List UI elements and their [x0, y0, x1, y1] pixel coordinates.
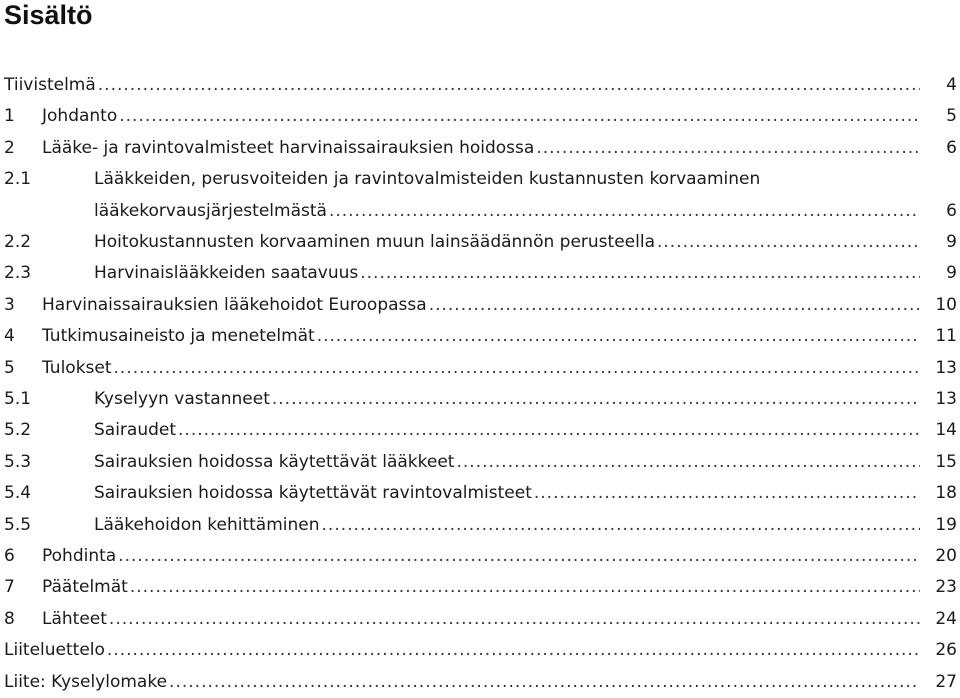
- toc-leader-dots: [329, 196, 920, 227]
- toc-leader-dots: [322, 510, 920, 541]
- toc-entry[interactable]: [0, 510, 960, 541]
- toc-entry-label: Liiteluettelo: [4, 640, 105, 661]
- toc-entry-number: 5: [4, 357, 15, 378]
- toc-entry-number: 8: [4, 608, 15, 629]
- toc-leader-dots: [107, 635, 920, 666]
- toc-entry[interactable]: [0, 447, 960, 478]
- toc-entry-number: 1: [4, 106, 15, 127]
- toc-leader-dots: [360, 258, 920, 289]
- toc-entry-label: Lääkehoidon kehittäminen: [94, 514, 320, 535]
- toc-leader-dots: [98, 70, 920, 101]
- toc-entry[interactable]: [0, 70, 960, 101]
- toc-entry[interactable]: [0, 353, 960, 384]
- toc-page-number: 9: [946, 232, 957, 252]
- toc-entry[interactable]: [0, 227, 960, 258]
- toc-entry-label: Lääke- ja ravintovalmisteet harvinaissairauksien hoidossa: [42, 137, 535, 158]
- toc-entry-number: 2.2: [4, 232, 32, 252]
- toc-leader-dots: [534, 478, 920, 509]
- toc-page-number: 6: [946, 200, 957, 221]
- toc-leader-dots: [317, 321, 920, 352]
- toc-page-number: 13: [935, 357, 957, 378]
- toc-entry-label: Liite: Kyselylomake: [4, 671, 168, 692]
- toc-entry-number: 6: [4, 546, 15, 566]
- toc-entry-label: Hoitokustannusten korvaaminen muun lainsäädännön perusteella: [94, 232, 655, 252]
- toc-entry[interactable]: [0, 101, 960, 132]
- toc-entry-number: 2.3: [4, 263, 32, 284]
- toc-entry-label: Sairauksien hoidossa käytettävät lääkkeet: [94, 451, 455, 472]
- toc-entry[interactable]: [0, 635, 960, 666]
- toc-entry-label: Johdanto: [42, 106, 118, 127]
- toc-entry[interactable]: [0, 604, 960, 635]
- toc-leader-dots: [178, 415, 920, 446]
- toc-page-number: 11: [935, 326, 957, 347]
- toc-page-number: 27: [935, 671, 957, 692]
- toc-entry-number: 5.5: [4, 514, 32, 535]
- toc-entry[interactable]: [0, 572, 960, 603]
- toc-entry-label: Lääkkeiden, perusvoiteiden ja ravintovalmisteiden kustannusten korvaaminen: [94, 169, 761, 190]
- toc-entry[interactable]: [0, 415, 960, 446]
- toc-entry-label: Sairauksien hoidossa käytettävät ravintovalmisteet: [94, 483, 532, 504]
- toc-page-number: 19: [935, 514, 957, 535]
- toc-page-number: 5: [946, 106, 957, 127]
- toc-page-number: 24: [935, 608, 957, 629]
- toc-entry-label: Pohdinta: [42, 546, 117, 566]
- toc-entry-label: Harvinaislääkkeiden saatavuus: [94, 263, 359, 284]
- toc-leader-dots: [118, 541, 920, 572]
- toc-entry[interactable]: [0, 164, 960, 195]
- toc-page-number: 4: [946, 75, 957, 95]
- toc-entry[interactable]: [0, 321, 960, 352]
- toc-entry-label: Harvinaissairauksien lääkehoidot Euroopassa: [42, 294, 427, 315]
- toc-entry-label: lääkekorvausjärjestelmästä: [94, 200, 327, 221]
- toc-page-number: 18: [935, 483, 957, 504]
- toc-entry-number: 2.1: [4, 169, 32, 190]
- toc-entry-label: Tiivistelmä: [4, 75, 96, 95]
- toc-leader-dots: [109, 604, 920, 635]
- toc-leader-dots: [169, 667, 920, 698]
- toc-entry-number: 5.2: [4, 420, 32, 441]
- toc-leader-dots: [429, 290, 920, 321]
- toc-entry-number: 4: [4, 326, 15, 347]
- toc-entry[interactable]: [0, 258, 960, 289]
- toc-page-number: 6: [946, 137, 957, 158]
- toc-entry-label: Lähteet: [42, 608, 107, 629]
- toc-entry-label: Kyselyyn vastanneet: [94, 389, 270, 409]
- toc-entry-number: 7: [4, 577, 15, 598]
- toc-page-number: 15: [935, 451, 957, 472]
- toc-page-number: 26: [935, 640, 957, 661]
- toc-page-number: 23: [935, 577, 957, 598]
- toc-entry-number: 5.4: [4, 483, 32, 504]
- toc-leader-dots: [272, 384, 920, 415]
- toc-entry-label: Sairaudet: [94, 420, 177, 441]
- toc-page-number: 9: [946, 263, 957, 284]
- toc-entry-label: Tulokset: [42, 357, 112, 378]
- toc-entry-number: 3: [4, 294, 15, 315]
- toc-entry-number: 5.1: [4, 389, 32, 409]
- toc-entry[interactable]: [0, 541, 960, 572]
- toc-page-number: 13: [935, 389, 957, 409]
- toc-leader-dots: [456, 447, 920, 478]
- toc-entry[interactable]: [0, 133, 960, 164]
- toc-entry-label: Päätelmät: [42, 577, 128, 598]
- toc-entry[interactable]: [0, 667, 960, 698]
- toc-entry-number: 5.3: [4, 451, 32, 472]
- toc-leader-dots: [130, 572, 920, 603]
- toc-leader-dots: [119, 101, 920, 132]
- toc-leader-dots: [536, 133, 920, 164]
- toc-entry[interactable]: [0, 196, 960, 227]
- toc-entry-label: Tutkimusaineisto ja menetelmät: [42, 326, 315, 347]
- toc-leader-dots: [114, 353, 920, 384]
- toc-page-number: 10: [935, 294, 957, 315]
- page-title: Sisältö: [4, 0, 93, 30]
- toc-entry-number: 2: [4, 137, 15, 158]
- toc-page-number: 14: [935, 420, 957, 441]
- toc-entry[interactable]: [0, 384, 960, 415]
- toc-entry[interactable]: [0, 290, 960, 321]
- toc-page-number: 20: [935, 546, 957, 566]
- toc-leader-dots: [657, 227, 920, 258]
- toc-entry[interactable]: [0, 478, 960, 509]
